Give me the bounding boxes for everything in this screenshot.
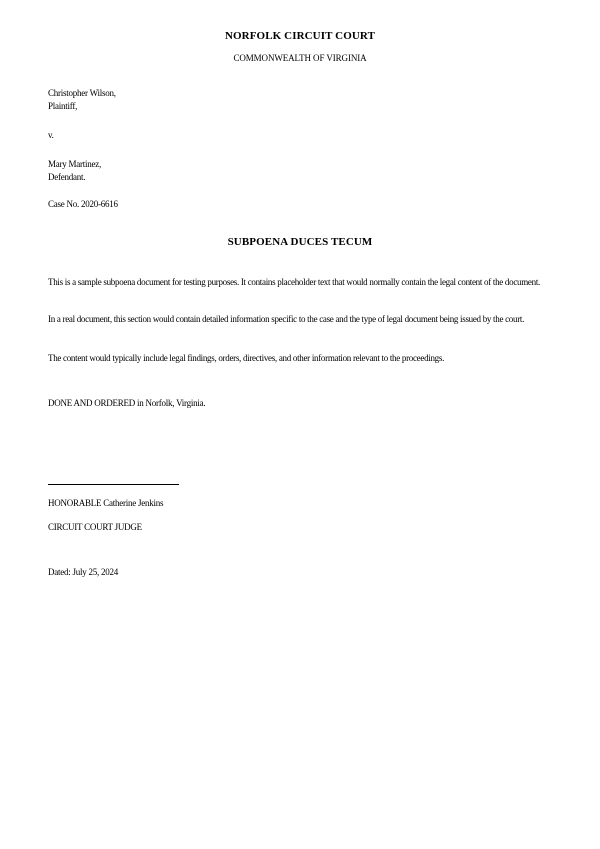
body-paragraph-3: The content would typically include legal findings, orders, directives, and other information relevant to the proceedings. — [48, 353, 445, 363]
dated-line: Dated: July 25, 2024 — [48, 567, 118, 577]
court-name: NORFOLK CIRCUIT COURT — [224, 30, 376, 42]
plaintiff-name: Christopher Wilson, — [48, 88, 116, 98]
defendant-name: Mary Martinez, — [48, 159, 101, 169]
versus: v. — [48, 130, 54, 140]
body-paragraph-1: This is a sample subpoena document for testing purposes. It contains placeholder text that would normally contain the legal content of the document. — [48, 277, 540, 287]
defendant-block — [48, 158, 101, 184]
case-number: Case No. 2020-6616 — [48, 199, 118, 209]
done-and-ordered: DONE AND ORDERED in Norfolk, Virginia. — [48, 398, 206, 408]
plaintiff-role: Plaintiff, — [48, 101, 78, 111]
judge-title: CIRCUIT COURT JUDGE — [48, 522, 142, 532]
defendant-role: Defendant. — [48, 172, 86, 182]
plaintiff-block — [48, 87, 116, 113]
signature-line — [48, 484, 179, 485]
jurisdiction: COMMONWEALTH OF VIRGINIA — [233, 53, 367, 63]
judge-name: HONORABLE Catherine Jenkins — [48, 498, 164, 508]
document-title: SUBPOENA DUCES TECUM — [227, 236, 373, 248]
body-paragraph-2: In a real document, this section would contain detailed information specific to the case and the type of legal document being issued by the court. — [48, 314, 525, 324]
